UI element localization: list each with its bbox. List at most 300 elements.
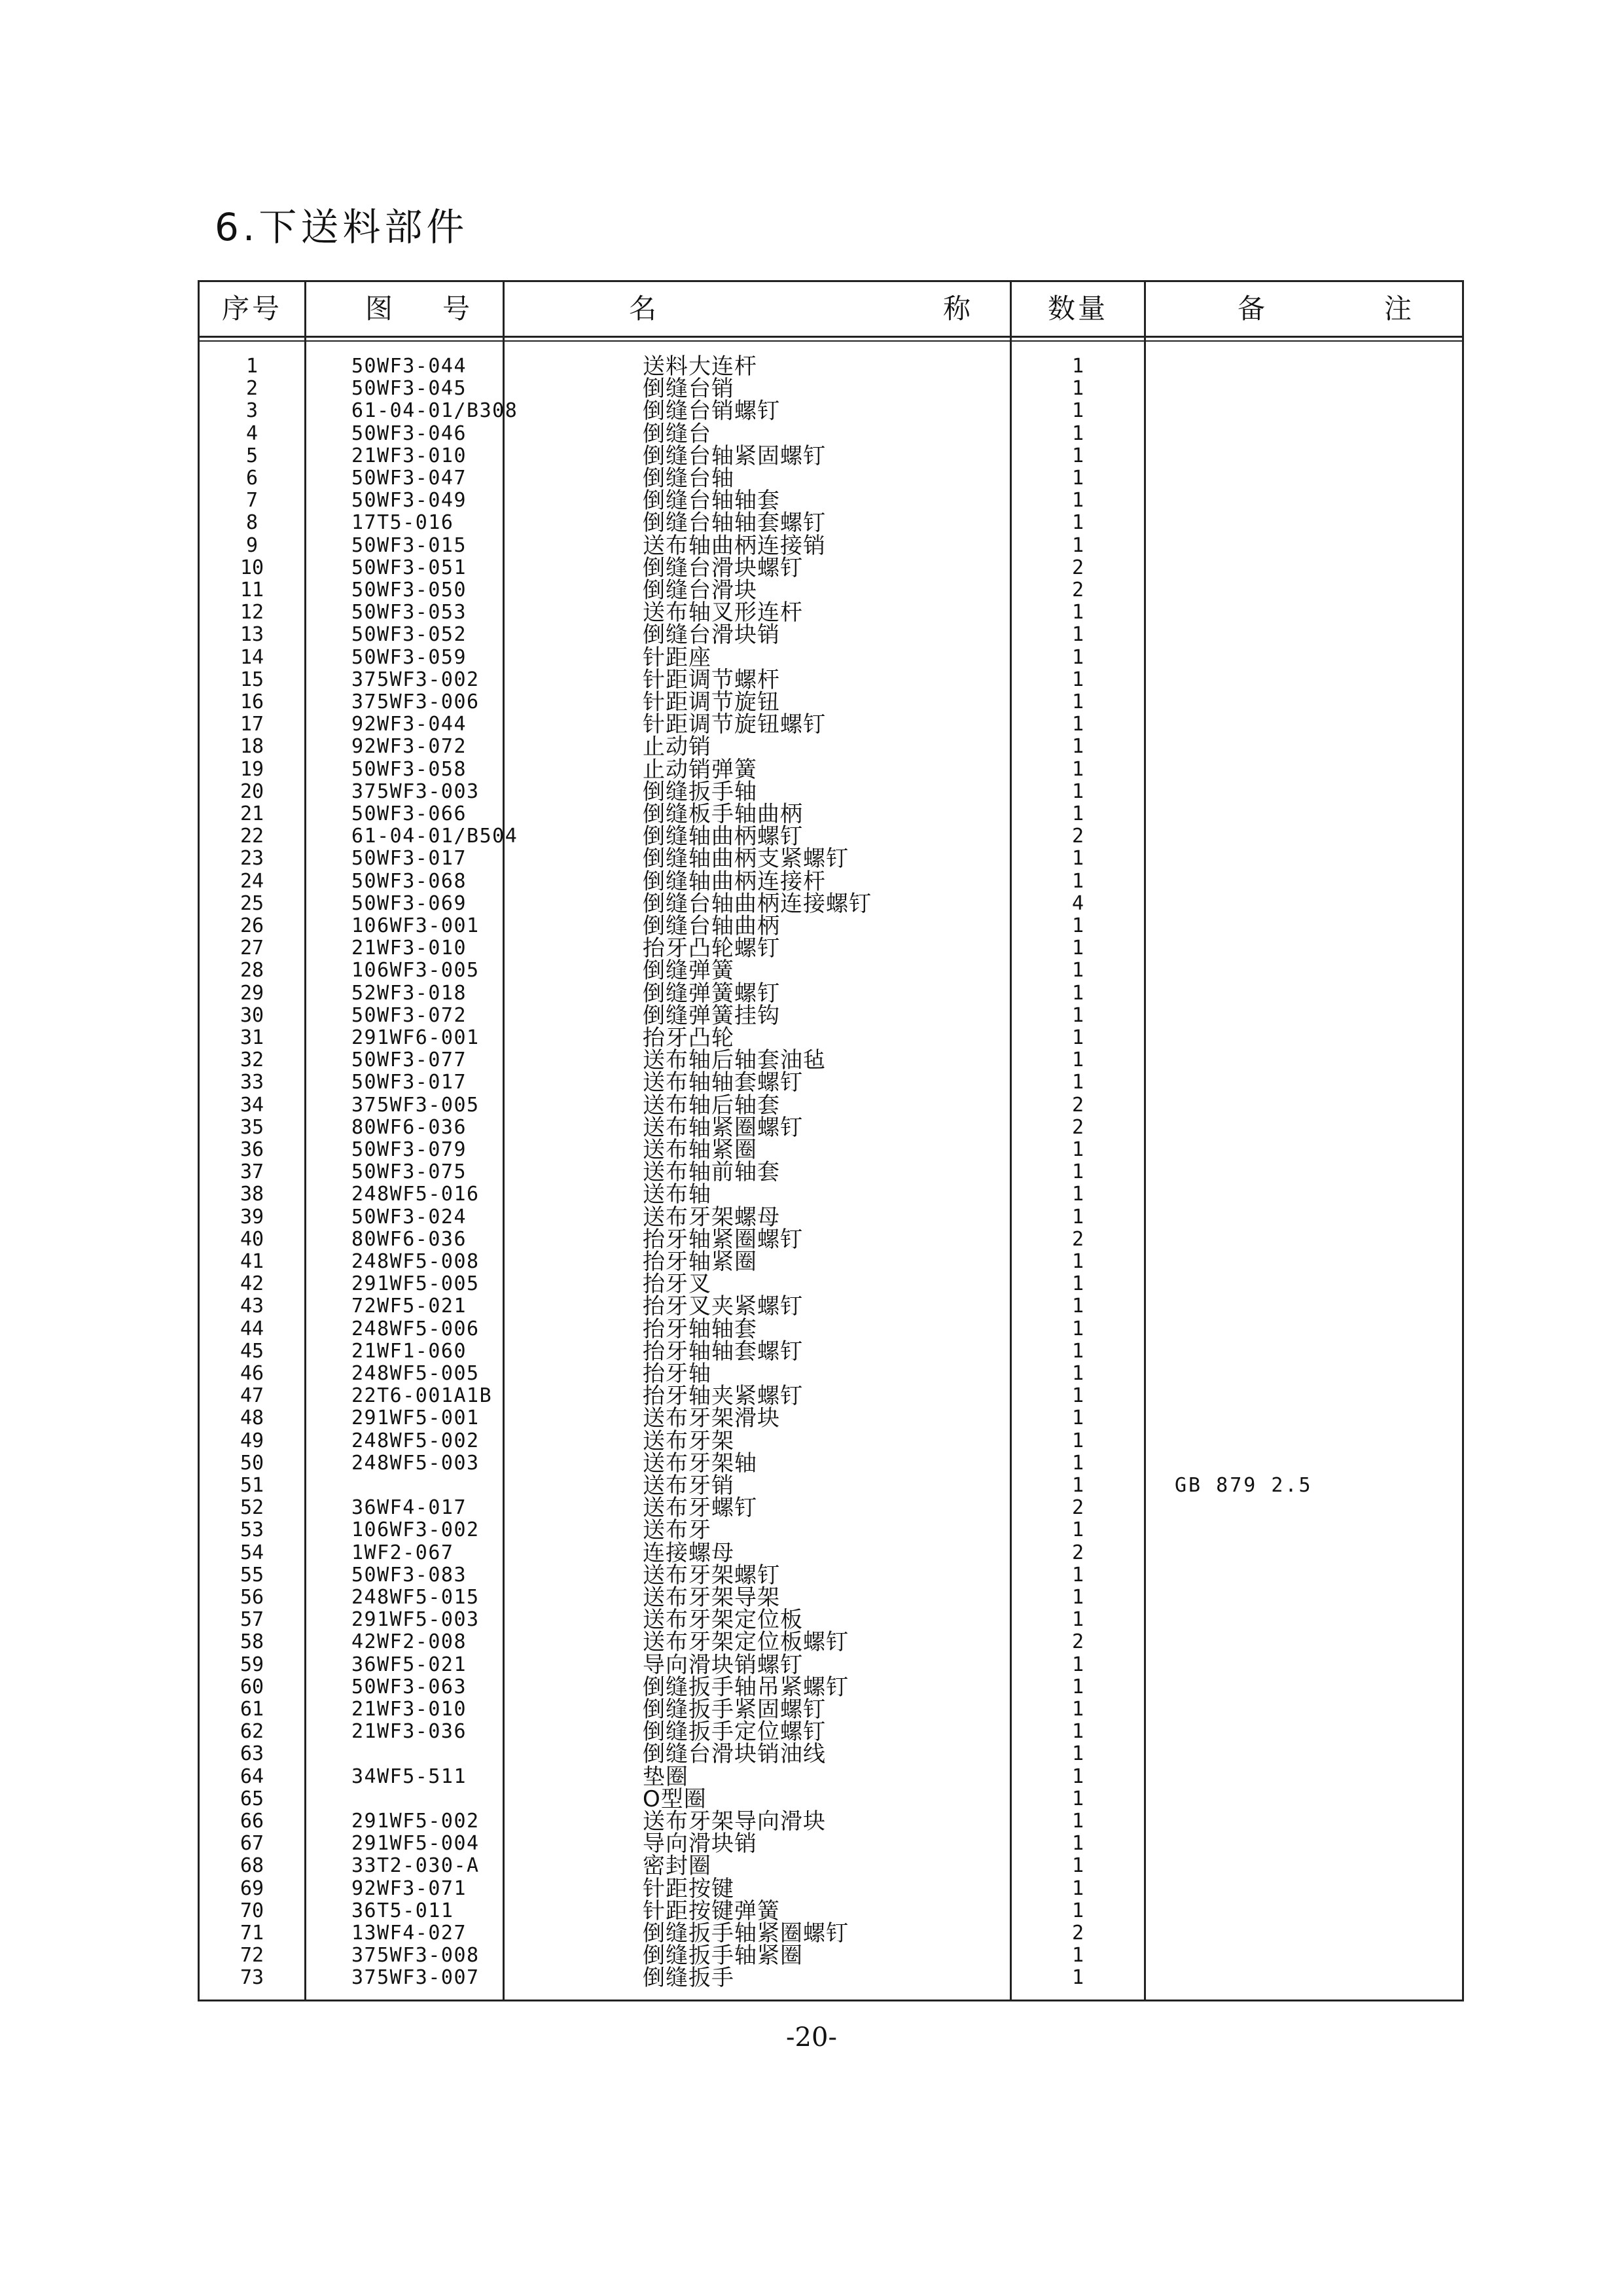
- row-number: 21: [240, 802, 264, 825]
- part-name: 密封圈: [643, 1853, 711, 1879]
- quantity: 1: [1071, 1720, 1084, 1743]
- quantity: 1: [1071, 1787, 1084, 1810]
- part-name: 抬牙轴紧圈: [643, 1249, 757, 1275]
- row-number: 72: [240, 1944, 264, 1967]
- table-row: [200, 1721, 1462, 1743]
- table-row: [200, 1475, 1462, 1497]
- row-number: 29: [240, 982, 264, 1005]
- part-number: 42WF2-008: [351, 1630, 467, 1653]
- part-name: 送布轴轴套螺钉: [643, 1069, 803, 1096]
- part-name: 针距按键: [643, 1876, 734, 1902]
- table-row: [200, 1564, 1462, 1587]
- row-number: 24: [240, 870, 264, 893]
- part-name: 送布牙架定位板螺钉: [643, 1629, 849, 1655]
- part-number: 291WF6-001: [351, 1026, 480, 1049]
- part-name: 针距座: [643, 645, 711, 671]
- row-number: 59: [240, 1653, 264, 1676]
- row-number: 42: [240, 1272, 264, 1295]
- row-number: 48: [240, 1407, 264, 1429]
- part-name: 垫圈: [643, 1764, 688, 1790]
- part-number: 80WF6-036: [351, 1228, 467, 1251]
- header-name-label-b: 称: [942, 293, 971, 325]
- quantity: 1: [1071, 1474, 1084, 1497]
- row-number: 27: [240, 937, 264, 960]
- table-row: [200, 1519, 1462, 1541]
- part-number: 50WF3-063: [351, 1676, 467, 1698]
- header-divider-double: [200, 340, 1462, 342]
- quantity: 1: [1071, 780, 1084, 803]
- table-row: [200, 624, 1462, 646]
- part-name: 送布轴曲柄连接销: [643, 533, 826, 559]
- quantity: 1: [1071, 758, 1084, 781]
- quantity: 1: [1071, 1586, 1084, 1609]
- row-number: 2: [245, 377, 259, 400]
- row-number: 13: [240, 623, 264, 646]
- table-row: [200, 937, 1462, 960]
- table-row: [200, 1542, 1462, 1564]
- quantity: 2: [1071, 1094, 1084, 1117]
- part-name: 抬牙轴夹紧螺钉: [643, 1383, 803, 1409]
- header-name: [505, 282, 1010, 336]
- part-name: 送布轴后轴套油毡: [643, 1047, 826, 1073]
- table-row: [200, 1385, 1462, 1407]
- part-number: 21WF3-010: [351, 1698, 467, 1721]
- quantity: 1: [1071, 444, 1084, 467]
- quantity: 1: [1071, 1452, 1084, 1475]
- quantity: 1: [1071, 691, 1084, 713]
- quantity: 1: [1071, 959, 1084, 982]
- part-number: 291WF5-001: [351, 1407, 480, 1429]
- row-number: 25: [240, 892, 264, 915]
- part-name: 倒缝台轴轴套: [643, 488, 780, 514]
- table-row: [200, 378, 1462, 400]
- quantity: 1: [1071, 1676, 1084, 1698]
- table-row: [200, 713, 1462, 736]
- part-name: 倒缝扳手轴吊紧螺钉: [643, 1674, 849, 1700]
- part-name: 送布牙架导架: [643, 1585, 780, 1611]
- table-row: [200, 960, 1462, 982]
- table-row: [200, 759, 1462, 781]
- part-name: 送布轴紧圈螺钉: [643, 1115, 803, 1141]
- table-row: [200, 982, 1462, 1005]
- table-row: [200, 1295, 1462, 1318]
- part-number: 375WF3-007: [351, 1966, 480, 1989]
- table-row: [200, 1698, 1462, 1721]
- part-name: 倒缝扳手: [643, 1965, 734, 1991]
- part-number: 291WF5-003: [351, 1608, 480, 1631]
- part-name: 送布牙架定位板: [643, 1607, 803, 1633]
- quantity: 1: [1071, 1049, 1084, 1071]
- row-number: 31: [240, 1026, 264, 1049]
- part-number: 50WF3-066: [351, 802, 467, 825]
- row-number: 16: [240, 691, 264, 713]
- table-row: [200, 1900, 1462, 1922]
- part-name: 抬牙凸轮: [643, 1025, 734, 1051]
- table-row: [200, 691, 1462, 713]
- table-row: [200, 355, 1462, 378]
- part-name: 倒缝台销螺钉: [643, 398, 780, 424]
- table-row: [200, 1139, 1462, 1161]
- part-name: 倒缝轴曲柄连接杆: [643, 869, 826, 895]
- quantity: 1: [1071, 1071, 1084, 1094]
- table-row: [200, 1497, 1462, 1519]
- part-number: 50WF3-045: [351, 377, 467, 400]
- row-number: 52: [240, 1496, 264, 1519]
- row-number: 55: [240, 1564, 264, 1587]
- part-number: 36WF5-021: [351, 1653, 467, 1676]
- part-number: 50WF3-053: [351, 601, 467, 624]
- table-row: [200, 1229, 1462, 1251]
- row-number: 61: [240, 1698, 264, 1721]
- table-row: [200, 1922, 1462, 1945]
- part-number: 80WF6-036: [351, 1116, 467, 1139]
- part-name: 送布轴前轴套: [643, 1159, 780, 1185]
- part-name: 倒缝轴曲柄螺钉: [643, 823, 803, 850]
- table-row: [200, 1005, 1462, 1027]
- part-name: 送布牙: [643, 1517, 711, 1543]
- part-number: 375WF3-008: [351, 1944, 480, 1967]
- row-number: 38: [240, 1183, 264, 1206]
- part-name: 送布轴紧圈: [643, 1137, 757, 1163]
- part-number: 61-04-01/B308: [351, 399, 518, 422]
- quantity: 1: [1071, 355, 1084, 378]
- table-row: [200, 1027, 1462, 1049]
- header-remark-label-a: 备: [1238, 293, 1266, 325]
- part-name: 倒缝台滑块: [643, 577, 757, 603]
- part-number: 291WF5-005: [351, 1272, 480, 1295]
- table-row: [200, 1810, 1462, 1833]
- part-number: 50WF3-059: [351, 646, 467, 669]
- table-row: [200, 1743, 1462, 1765]
- quantity: 1: [1071, 467, 1084, 490]
- quantity: 1: [1071, 1832, 1084, 1855]
- row-number: 67: [240, 1832, 264, 1855]
- quantity: 1: [1071, 1138, 1084, 1161]
- quantity: 2: [1071, 579, 1084, 601]
- row-number: 36: [240, 1138, 264, 1161]
- row-number: 22: [240, 825, 264, 848]
- part-number: 106WF3-002: [351, 1518, 480, 1541]
- table-row: [200, 445, 1462, 467]
- part-number: 1WF2-067: [351, 1541, 454, 1564]
- table-row: [200, 1340, 1462, 1363]
- row-number: 6: [245, 467, 259, 490]
- part-name: 送布轴叉形连杆: [643, 600, 803, 626]
- row-number: 11: [240, 579, 264, 601]
- header-no: 序号: [221, 293, 282, 325]
- remark: GB 879 2.5: [1175, 1474, 1313, 1497]
- table-row: [200, 915, 1462, 937]
- header-remarks: [1146, 282, 1464, 336]
- part-name: 抬牙轴轴套: [643, 1316, 757, 1342]
- part-number: 248WF5-006: [351, 1318, 480, 1340]
- part-number: 50WF3-079: [351, 1138, 467, 1161]
- part-name: O型圈: [643, 1786, 707, 1812]
- part-name: 送布牙架轴: [643, 1450, 757, 1477]
- row-number: 40: [240, 1228, 264, 1251]
- part-name: 送布牙螺钉: [643, 1495, 757, 1521]
- table-row: [200, 1094, 1462, 1117]
- part-name: 倒缝弹簧挂钩: [643, 1003, 780, 1029]
- row-number: 71: [240, 1922, 264, 1945]
- row-number: 32: [240, 1049, 264, 1071]
- header-part-label-b: 号: [442, 293, 470, 325]
- part-number: 50WF3-015: [351, 534, 467, 557]
- part-name: 倒缝弹簧螺钉: [643, 980, 780, 1007]
- part-number: 50WF3-051: [351, 556, 467, 579]
- table-row: [200, 1587, 1462, 1609]
- part-number: 106WF3-005: [351, 959, 480, 982]
- part-name: 送布牙架螺钉: [643, 1562, 780, 1588]
- quantity: 2: [1071, 1116, 1084, 1139]
- quantity: 1: [1071, 870, 1084, 893]
- part-name: 导向滑块销: [643, 1831, 757, 1857]
- part-number: 92WF3-071: [351, 1877, 467, 1900]
- quantity: 1: [1071, 399, 1084, 422]
- row-number: 3: [245, 399, 259, 422]
- quantity: 1: [1071, 1564, 1084, 1587]
- table-row: [200, 601, 1462, 624]
- part-name: 连接螺母: [643, 1540, 734, 1566]
- quantity: 1: [1071, 601, 1084, 624]
- row-number: 7: [245, 489, 259, 512]
- table-row: [200, 1363, 1462, 1385]
- quantity: 1: [1071, 1944, 1084, 1967]
- quantity: 2: [1071, 1541, 1084, 1564]
- row-number: 47: [240, 1384, 264, 1407]
- quantity: 1: [1071, 1318, 1084, 1340]
- table-row: [200, 781, 1462, 803]
- part-name: 倒缝扳手紧固螺钉: [643, 1696, 826, 1723]
- table-row: [200, 1766, 1462, 1788]
- quantity: 2: [1071, 825, 1084, 848]
- quantity: 1: [1071, 1966, 1084, 1989]
- part-name: 抬牙轴: [643, 1361, 711, 1387]
- quantity: 1: [1071, 1407, 1084, 1429]
- table-row: [200, 579, 1462, 601]
- quantity: 1: [1071, 1384, 1084, 1407]
- row-number: 70: [240, 1899, 264, 1922]
- part-number: 13WF4-027: [351, 1922, 467, 1945]
- table-row: [200, 1161, 1462, 1183]
- part-number: 21WF3-036: [351, 1720, 467, 1743]
- part-number: 50WF3-017: [351, 847, 467, 870]
- table-row: [200, 1855, 1462, 1877]
- table-row: [200, 1318, 1462, 1340]
- table-row: [200, 423, 1462, 445]
- quantity: 1: [1071, 1810, 1084, 1833]
- quantity: 1: [1071, 422, 1084, 445]
- quantity: 1: [1071, 1183, 1084, 1206]
- part-number: 36T5-011: [351, 1899, 454, 1922]
- part-number: 248WF5-008: [351, 1250, 480, 1273]
- row-number: 35: [240, 1116, 264, 1139]
- part-name: 送布牙架: [643, 1428, 734, 1454]
- part-name: 针距调节旋钮螺钉: [643, 711, 826, 738]
- table-row: [200, 1631, 1462, 1653]
- table-row: [200, 1273, 1462, 1295]
- part-name: 倒缝台轴曲柄: [643, 913, 780, 939]
- row-number: 54: [240, 1541, 264, 1564]
- part-name: 倒缝弹簧: [643, 958, 734, 984]
- part-number: 106WF3-001: [351, 914, 480, 937]
- section-title: 6.下送料部件: [215, 205, 469, 249]
- row-number: 1: [245, 355, 259, 378]
- quantity: 1: [1071, 1250, 1084, 1273]
- part-number: 50WF3-024: [351, 1206, 467, 1229]
- part-number: 50WF3-077: [351, 1049, 467, 1071]
- row-number: 45: [240, 1340, 264, 1363]
- part-name: 倒缝台轴: [643, 465, 734, 492]
- part-number: 375WF3-006: [351, 691, 480, 713]
- quantity: 1: [1071, 646, 1084, 669]
- row-number: 18: [240, 735, 264, 758]
- quantity: 2: [1071, 1228, 1084, 1251]
- row-number: 39: [240, 1206, 264, 1229]
- part-name: 止动销: [643, 734, 711, 760]
- row-number: 37: [240, 1160, 264, 1183]
- part-name: 送料大连杆: [643, 353, 757, 380]
- quantity: 1: [1071, 937, 1084, 960]
- part-name: 倒缝板手轴曲柄: [643, 801, 803, 827]
- row-number: 19: [240, 758, 264, 781]
- table-row: [200, 1430, 1462, 1452]
- part-number: 50WF3-058: [351, 758, 467, 781]
- quantity: 1: [1071, 1429, 1084, 1452]
- quantity: 1: [1071, 735, 1084, 758]
- part-name: 抬牙轴紧圈螺钉: [643, 1227, 803, 1253]
- part-number: 50WF3-075: [351, 1160, 467, 1183]
- row-number: 64: [240, 1765, 264, 1788]
- part-number: 375WF3-003: [351, 780, 480, 803]
- row-number: 50: [240, 1452, 264, 1475]
- row-number: 44: [240, 1318, 264, 1340]
- part-name: 倒缝台轴轴套螺钉: [643, 510, 826, 536]
- row-number: 9: [245, 534, 259, 557]
- row-number: 68: [240, 1854, 264, 1877]
- quantity: 4: [1071, 892, 1084, 915]
- row-number: 63: [240, 1742, 264, 1765]
- part-number: 50WF3-044: [351, 355, 467, 378]
- row-number: 20: [240, 780, 264, 803]
- row-number: 51: [240, 1474, 264, 1497]
- quantity: 1: [1071, 1160, 1084, 1183]
- part-number: 21WF3-010: [351, 444, 467, 467]
- quantity: 1: [1071, 802, 1084, 825]
- table-row: [200, 1833, 1462, 1855]
- part-name: 送布轴: [643, 1181, 711, 1208]
- quantity: 1: [1071, 1653, 1084, 1676]
- part-number: 34WF5-511: [351, 1765, 467, 1788]
- part-name: 针距按键弹簧: [643, 1898, 780, 1924]
- table-row: [200, 1071, 1462, 1094]
- quantity: 1: [1071, 1026, 1084, 1049]
- table-row: [200, 400, 1462, 422]
- quantity: 1: [1071, 982, 1084, 1005]
- row-number: 4: [245, 422, 259, 445]
- row-number: 73: [240, 1966, 264, 1989]
- part-number: 50WF3-046: [351, 422, 467, 445]
- row-number: 33: [240, 1071, 264, 1094]
- part-number: 92WF3-072: [351, 735, 467, 758]
- part-number: 50WF3-047: [351, 467, 467, 490]
- part-number: 33T2-030-A: [351, 1854, 480, 1877]
- part-name: 止动销弹簧: [643, 757, 757, 783]
- table-row: [200, 1878, 1462, 1900]
- part-number: 50WF3-017: [351, 1071, 467, 1094]
- table-row: [200, 669, 1462, 691]
- table-row: [200, 490, 1462, 512]
- part-name: 送布牙销: [643, 1473, 734, 1499]
- quantity: 1: [1071, 1854, 1084, 1877]
- part-number: 61-04-01/B504: [351, 825, 518, 848]
- part-name: 倒缝台滑块销: [643, 622, 780, 648]
- row-number: 26: [240, 914, 264, 937]
- table-row: [200, 467, 1462, 490]
- part-name: 倒缝扳手轴紧圈: [643, 1943, 803, 1969]
- quantity: 1: [1071, 1742, 1084, 1765]
- quantity: 1: [1071, 1899, 1084, 1922]
- row-number: 43: [240, 1295, 264, 1318]
- row-number: 49: [240, 1429, 264, 1452]
- quantity: 1: [1071, 914, 1084, 937]
- row-number: 34: [240, 1094, 264, 1117]
- header-divider: [200, 336, 1462, 338]
- table-row: [200, 1967, 1462, 1989]
- table-row: [200, 1407, 1462, 1429]
- part-name: 抬牙叉夹紧螺钉: [643, 1293, 803, 1319]
- row-number: 62: [240, 1720, 264, 1743]
- table-row: [200, 1452, 1462, 1475]
- header-quantity: 数量: [1047, 293, 1108, 325]
- table-row: [200, 825, 1462, 848]
- part-name: 送布牙架螺母: [643, 1204, 780, 1230]
- row-number: 58: [240, 1630, 264, 1653]
- part-name: 倒缝扳手轴紧圈螺钉: [643, 1920, 849, 1946]
- quantity: 1: [1071, 1295, 1084, 1318]
- table-row: [200, 557, 1462, 579]
- parts-table: [198, 280, 1464, 2001]
- quantity: 1: [1071, 1206, 1084, 1229]
- quantity: 1: [1071, 1362, 1084, 1385]
- quantity: 2: [1071, 1630, 1084, 1653]
- table-row: [200, 1676, 1462, 1698]
- row-number: 56: [240, 1586, 264, 1609]
- quantity: 1: [1071, 623, 1084, 646]
- part-number: 50WF3-049: [351, 489, 467, 512]
- part-number: 50WF3-068: [351, 870, 467, 893]
- row-number: 57: [240, 1608, 264, 1631]
- header-remark-label-b: 注: [1383, 293, 1412, 325]
- row-number: 14: [240, 646, 264, 669]
- part-number: 22T6-001A1B: [351, 1384, 493, 1407]
- part-name: 抬牙凸轮螺钉: [643, 935, 780, 961]
- part-number: 375WF3-002: [351, 668, 480, 691]
- part-number: 50WF3-083: [351, 1564, 467, 1587]
- table-row: [200, 870, 1462, 893]
- part-name: 送布牙架导向滑块: [643, 1808, 826, 1835]
- part-name: 倒缝台轴曲柄连接螺钉: [643, 891, 872, 917]
- row-number: 8: [245, 511, 259, 534]
- part-number: 248WF5-003: [351, 1452, 480, 1475]
- quantity: 1: [1071, 1608, 1084, 1631]
- row-number: 17: [240, 713, 264, 736]
- table-row: [200, 1206, 1462, 1229]
- part-number: 291WF5-002: [351, 1810, 480, 1833]
- table-row: [200, 893, 1462, 915]
- part-name: 倒缝扳手定位螺钉: [643, 1719, 826, 1745]
- table-row: [200, 736, 1462, 758]
